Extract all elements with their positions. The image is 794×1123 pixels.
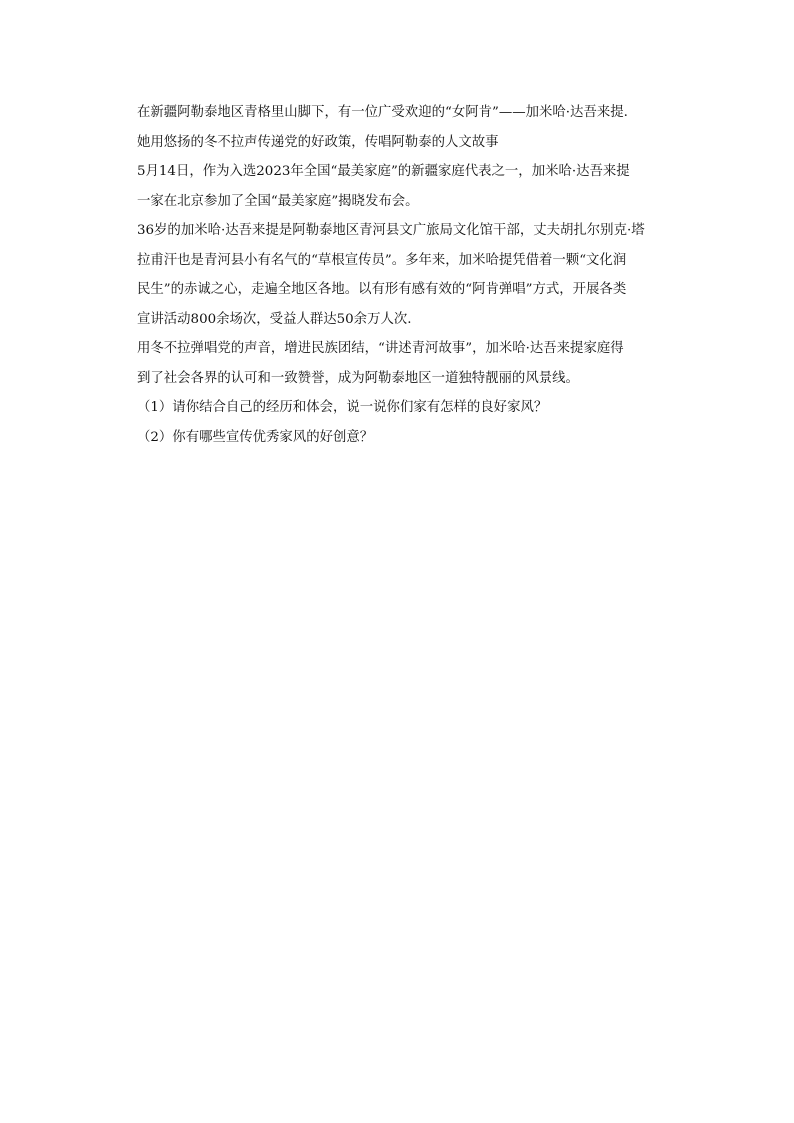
passage-line-8: 宣讲活动800余场次，受益人群达50余万人次. bbox=[137, 311, 412, 327]
passage-line-1: 在新疆阿勒泰地区青格里山脚下，有一位广受欢迎的“女阿肯”——加米哈·达吾来提. bbox=[137, 105, 628, 120]
passage-line-9: 用冬不拉弹唱党的声音，增进民族团结，“讲述青河故事”，加米哈·达吾来提家庭得 bbox=[137, 341, 624, 356]
question-1: （1）请你结合自己的经历和体会，说一说你们家有怎样的良好家风？ bbox=[137, 400, 548, 415]
passage-line-10: 到了社会各界的认可和一致赞誉，成为阿勒泰地区一道独特靓丽的风景线。 bbox=[137, 370, 579, 386]
passage-text bbox=[137, 98, 677, 452]
question-2: （2）你有哪些宣传优秀家风的好创意？ bbox=[137, 429, 374, 445]
passage-line-7: 民生”的赤诚之心，走遍全地区各地。以有形有感有效的“阿肯弹唱”方式，开展各类 bbox=[137, 282, 627, 297]
passage-line-3: 5月14日，作为入选2023年全国“最美家庭”的新疆家庭代表之一，加米哈·达吾来提 bbox=[137, 164, 630, 179]
passage-line-2: 她用悠扬的冬不拉声传递党的好政策，传唱阿勒泰的人文故事 bbox=[137, 134, 499, 150]
passage-line-4: 一家在北京参加了全国“最美家庭”揭晓发布会。 bbox=[137, 193, 419, 209]
passage-line-5: 36岁的加米哈·达吾来提是阿勒泰地区青河县文广旅局文化馆干部，丈夫胡扎尔别克·塔 bbox=[137, 223, 645, 238]
passage-line-6: 拉甫汗也是青河县小有名气的“草根宣传员”。多年来，加米哈提凭借着一颗“文化润 bbox=[137, 252, 627, 268]
